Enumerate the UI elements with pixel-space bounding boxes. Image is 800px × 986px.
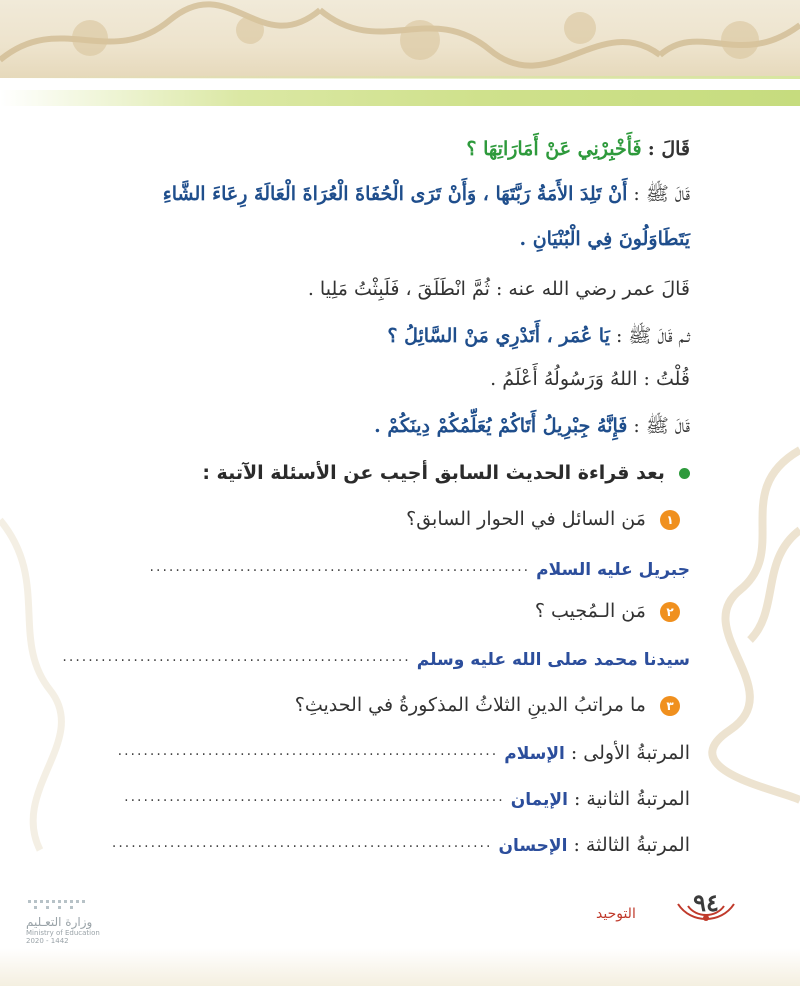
question-text: ما مراتبُ الدينِ الثلاثُ المذكورةُ في الحديثِ؟ [294, 694, 646, 716]
question-text: مَن السائل في الحوار السابق؟ [406, 508, 646, 530]
dialogue-line-2 [163, 182, 690, 210]
answer-text: الإسلام [504, 744, 565, 764]
question-2 [535, 600, 680, 622]
dialogue-line-6 [374, 414, 690, 442]
question-3 [295, 694, 680, 716]
hadith-text: فَإِنَّهُ جِبْرِيلُ أَتَاكُمْ يُعَلِّمُكُمْ دِينَكُمْ . [374, 415, 628, 437]
floral-ornament-left-icon [0, 500, 80, 860]
answer-line-1[interactable] [150, 558, 690, 580]
rank-label: المرتبةُ الثالثة : [573, 834, 690, 856]
dialogue-line-4 [387, 324, 690, 352]
instruction-text: بعد قراءة الحديث السابق أجيب عن الأسئلة الآتية : [202, 462, 665, 484]
answer-dotted-line: ........................................................... [111, 835, 493, 851]
ministry-name-en: Ministry of Education [26, 929, 100, 937]
speaker-label: قَالَ ﷺ : [633, 183, 690, 205]
decorative-footer-band [0, 948, 800, 986]
speaker-label: قَالَ ﷺ : [633, 415, 690, 437]
speaker-label: قَالَ : [647, 138, 690, 160]
rank-label: المرتبةُ الأولى : [570, 742, 690, 764]
narration-text: قُلْتُ : اللهُ وَرَسُولُهُ أَعْلَمُ . [490, 368, 690, 390]
green-title-rule [0, 90, 800, 106]
rank-line-3[interactable] [112, 834, 690, 856]
question-number-badge: ١ [660, 510, 680, 530]
edition-year: 2020 - 1442 [26, 937, 69, 945]
answer-text: الإحسان [498, 836, 568, 856]
question-text: مَن الـمُجيب ؟ [534, 600, 646, 622]
ministry-name-ar: وزارة التعـليم [26, 915, 93, 929]
subject-label: التوحيد [596, 906, 636, 922]
ministry-logo [26, 898, 136, 945]
answer-text: جبريل عليه السلام [536, 560, 690, 580]
question-number-badge: ٣ [660, 696, 680, 716]
speaker-label: قَالَ عمر رضي الله عنه : [495, 278, 690, 300]
page-number: ٩٤ [693, 888, 719, 917]
answer-dotted-line: ........................................................... [124, 789, 505, 805]
dialogue-line-1 [466, 138, 690, 160]
ministry-emblem-icon [26, 898, 96, 912]
question-1 [406, 508, 680, 530]
answer-dotted-line: ........................................................... [117, 743, 499, 759]
answer-text: سيدنا محمد صلى الله عليه وسلم [416, 650, 690, 670]
answer-dotted-line: ........................................................... [149, 559, 531, 575]
header-divider [0, 76, 800, 79]
decorative-header-band [0, 0, 800, 78]
rank-line-2[interactable] [124, 788, 690, 810]
rank-label: المرتبةُ الثانية : [573, 788, 690, 810]
hadith-text: يَتَطَاوَلُونَ فِي الْبُنْيَانِ . [519, 228, 690, 250]
dialogue-line-5 [490, 368, 690, 390]
hadith-text: أَنْ تَلِدَ الأَمَةُ رَبَّتَهَا ، وَأَنْ تَرَى الْحُفَاةَ الْعُرَاةَ الْعَالَةَ رِعَاءَ الشَّاءِ [162, 183, 628, 205]
dialogue-line-2b [519, 228, 690, 250]
bullet-icon [679, 468, 690, 479]
speaker-label: ثـم قَالَ ﷺ : [615, 325, 690, 347]
answer-line-2[interactable] [62, 648, 690, 670]
answer-text: الإيمان [510, 790, 568, 810]
dialogue-line-3 [308, 278, 690, 300]
hadith-text: يَا عُمَر ، أَتَدْرِي مَنْ السَّائِلُ ؟ [387, 325, 610, 347]
exercise-instruction [202, 462, 690, 484]
narration-text: ثُمَّ انْطَلَقَ ، فَلَبِثْتُ مَلِيا . [307, 278, 490, 300]
rank-line-1[interactable] [118, 742, 690, 764]
arabesque-ornament-icon [0, 0, 800, 78]
question-text: فَأَخْبِرْنِي عَنْ أَمَارَاتِهَا ؟ [466, 138, 642, 160]
question-number-badge: ٢ [660, 602, 680, 622]
answer-dotted-line: ...................................................... [62, 649, 411, 665]
